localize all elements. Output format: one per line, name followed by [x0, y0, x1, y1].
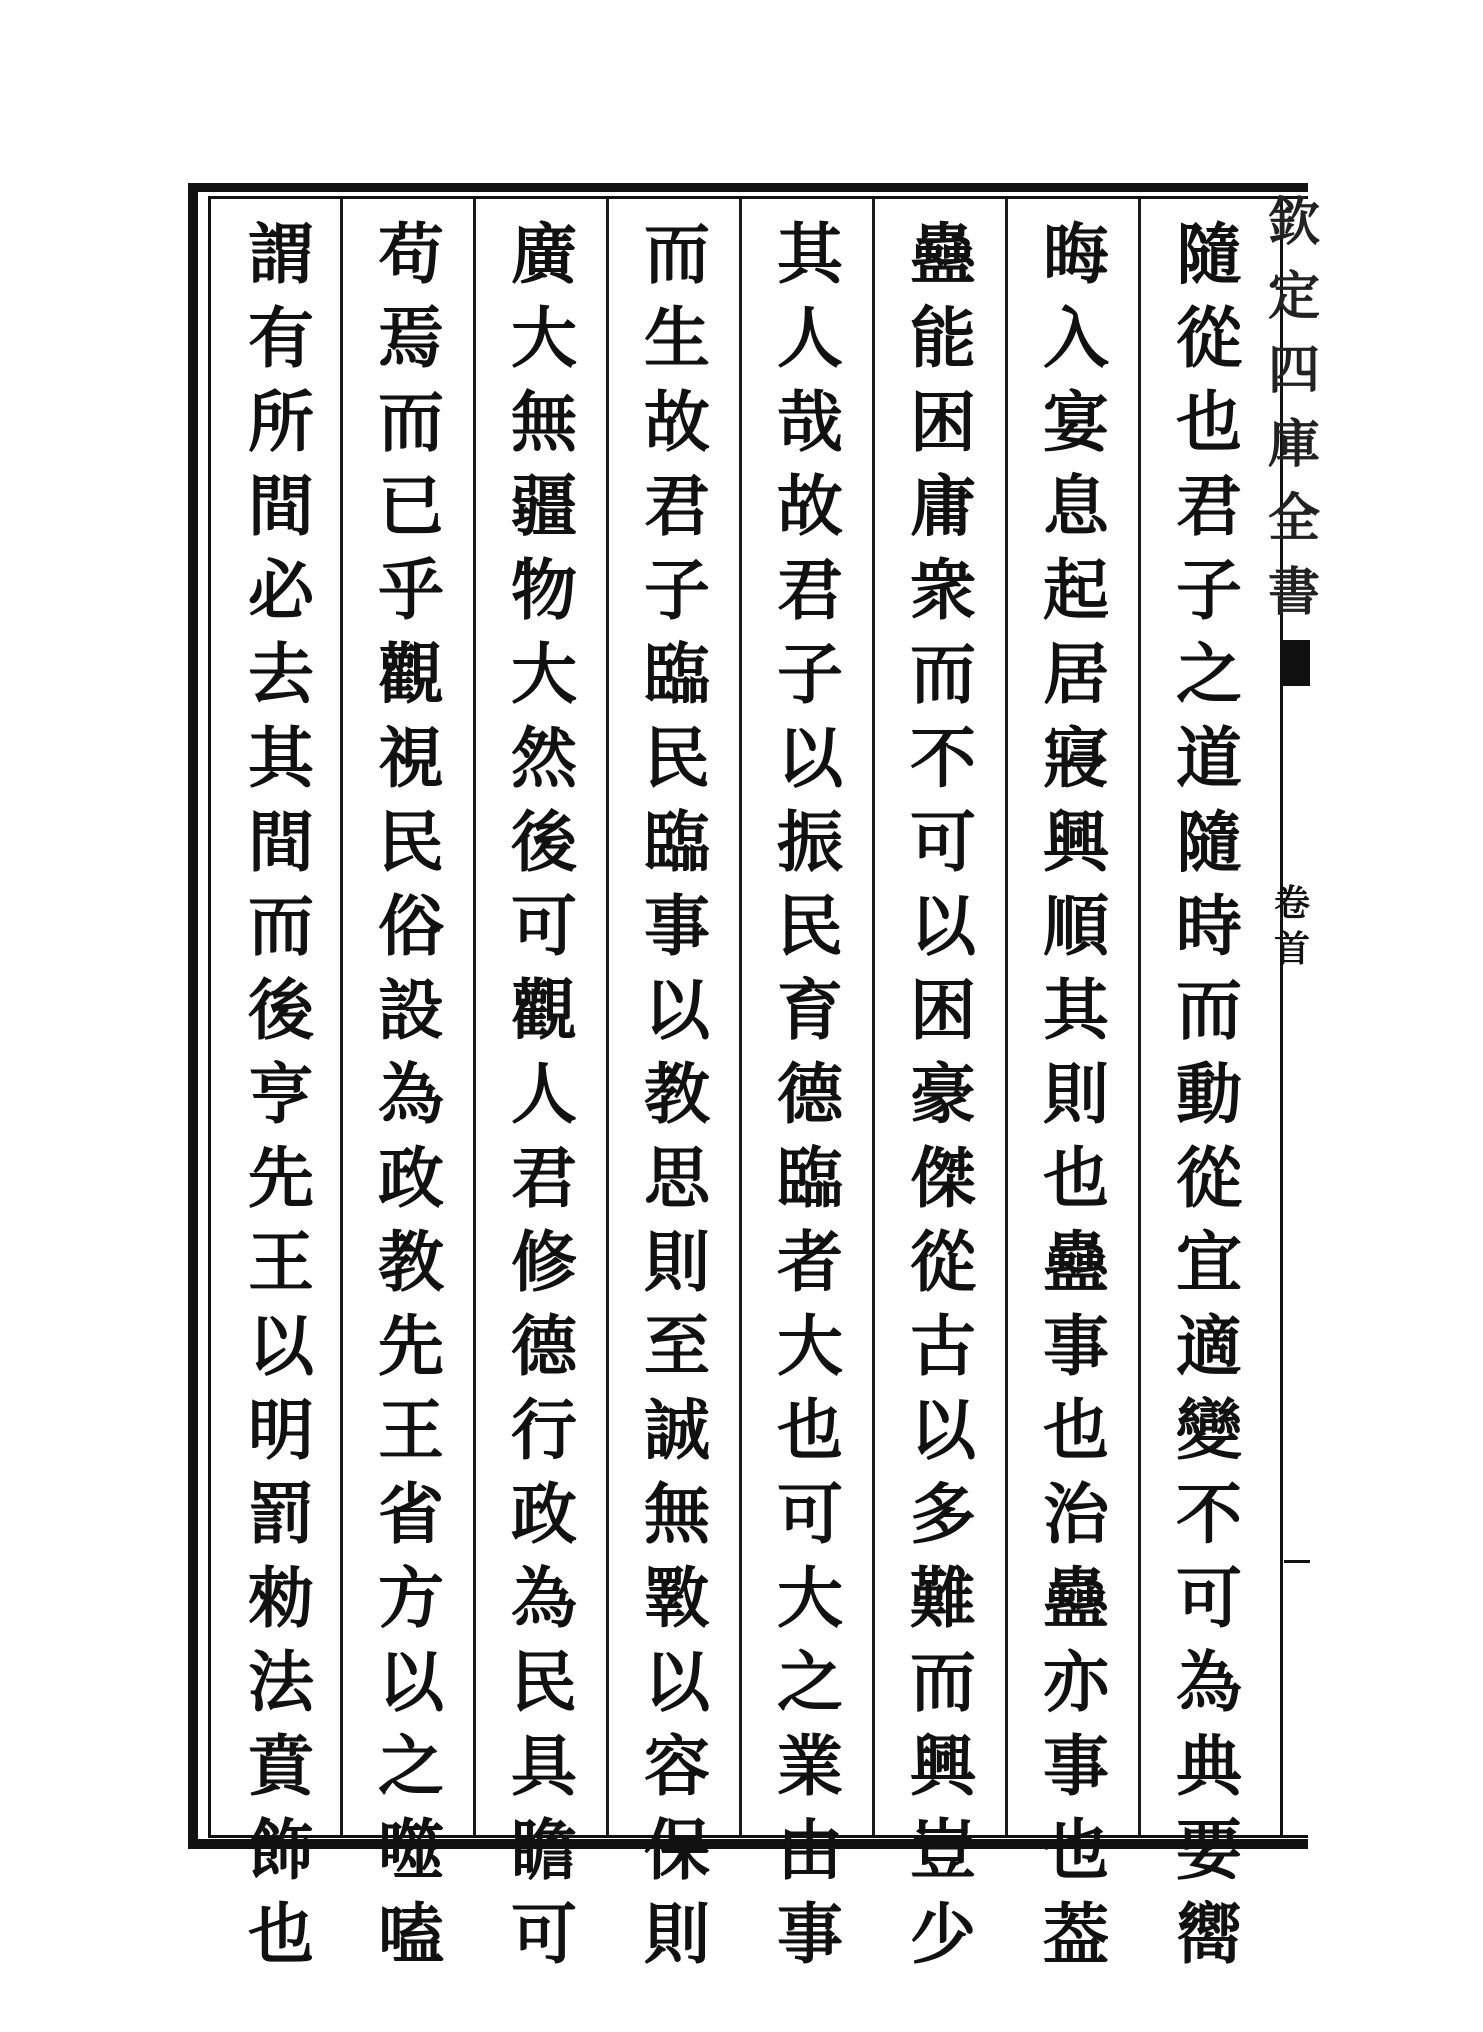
text-column-1: 隨從也君子之道隨時而動從宜適變不可為典要嚮	[1176, 215, 1242, 1973]
text-column-7: 苟焉而已乎觀視民俗設為政教先王省方以之噬嗑	[378, 215, 444, 1973]
column-rule	[1138, 199, 1141, 1835]
fold-black-mark	[1280, 640, 1310, 686]
fold-tick	[1284, 1560, 1310, 1563]
column-rule	[606, 199, 609, 1835]
book-title: 欽定四庫全書	[1268, 192, 1321, 623]
column-rule	[340, 199, 343, 1835]
column-rule	[1005, 199, 1008, 1835]
juan-label: 卷首	[1274, 882, 1311, 970]
text-column-2: 晦入宴息起居寢興順其則也蠱事也治蠱亦事也葢	[1043, 215, 1109, 1973]
text-column-8: 謂有所間必去其間而後亨先王以明罰勑法賁飾也	[248, 215, 314, 1973]
text-column-5: 而生故君子臨民臨事以教思則至誠無斁以容保則	[644, 215, 710, 1973]
text-column-3: 蠱能困庸衆而不可以困豪傑從古以多難而興豈少	[910, 215, 976, 1973]
column-rule	[739, 199, 742, 1835]
text-column-6: 廣大無疆物大然後可觀人君修德行政為民具瞻可	[511, 215, 577, 1973]
column-rule	[872, 199, 875, 1835]
text-column-4: 其人哉故君子以振民育德臨者大也可大之業由事	[777, 215, 843, 1973]
column-rule	[473, 199, 476, 1835]
